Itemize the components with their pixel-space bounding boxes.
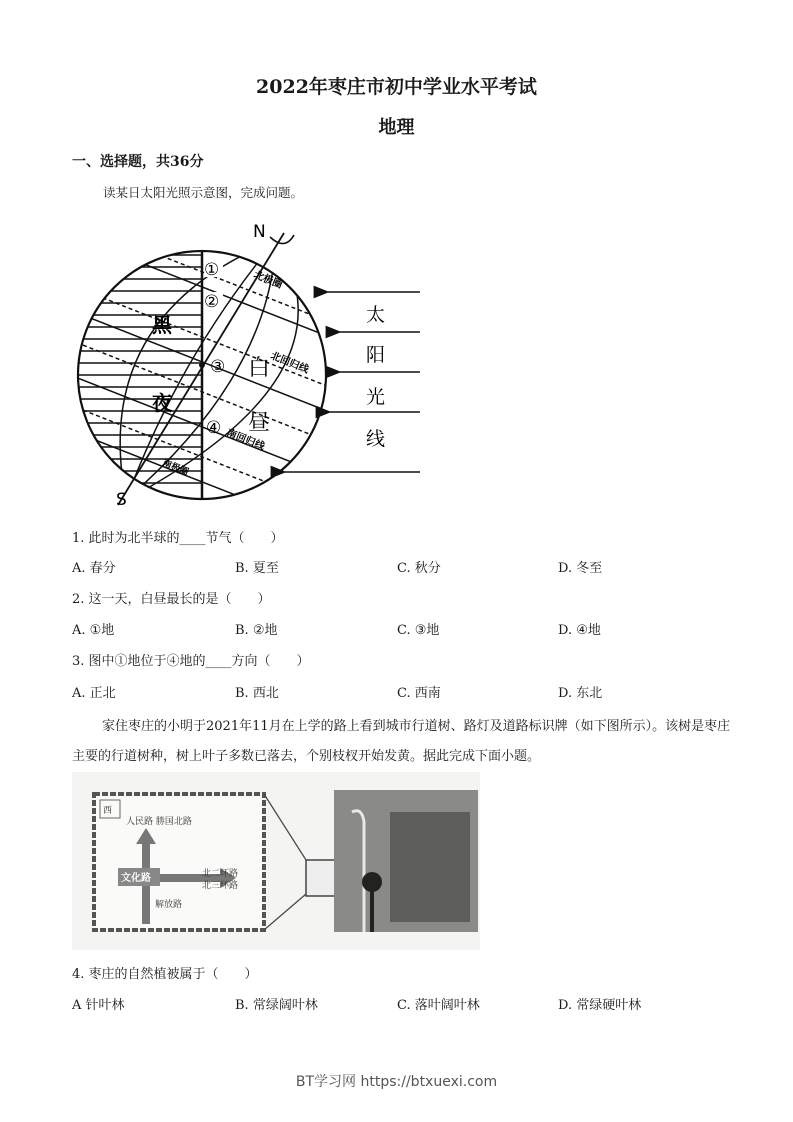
road-sign-photo bbox=[72, 772, 480, 950]
arctic-circle-label: 北极圈 bbox=[251, 269, 284, 292]
passage-text: 家住枣庄的小明于2021年11月在上学的路上看到城市行道树、路灯及道路标识牌（如下图所示）。该树是枣庄主要的行道树种，树上叶子多数已落去，个别枝杈开始发黄。据此完成下面小题。 bbox=[72, 719, 731, 764]
day-char-1: 白 bbox=[248, 356, 271, 381]
question-3-stem: 3. 图中①地位于④地的____方向（ ） bbox=[72, 654, 310, 669]
q2-option-c[interactable]: C. ③地 bbox=[397, 623, 440, 638]
q4-option-a[interactable]: A 针叶林 bbox=[72, 998, 125, 1013]
q1-option-c[interactable]: C. 秋分 bbox=[397, 561, 441, 576]
question-1-stem: 1. 此时为北半球的____节气（ ） bbox=[72, 531, 284, 546]
section-heading: 一、选择题，共36分 bbox=[72, 154, 204, 170]
q3-option-d[interactable]: D. 东北 bbox=[558, 686, 603, 701]
point-4: ④ bbox=[206, 418, 222, 438]
sunlight-diagram bbox=[70, 215, 440, 515]
sunlight-char-4: 线 bbox=[366, 428, 386, 450]
q1-option-d[interactable]: D. 冬至 bbox=[558, 561, 603, 576]
q3-option-c[interactable]: C. 西南 bbox=[397, 686, 441, 701]
night-char-1: 黑 bbox=[152, 313, 172, 337]
sunlight-char-3: 光 bbox=[366, 386, 386, 408]
q1-option-b[interactable]: B. 夏至 bbox=[235, 561, 279, 576]
q1-option-a[interactable]: A. 春分 bbox=[72, 561, 116, 576]
sunlight-char-1: 太 bbox=[366, 304, 386, 326]
point-1: ① bbox=[204, 260, 220, 280]
sign-south-road: 解放路 bbox=[155, 900, 183, 910]
point-3: ③ bbox=[210, 357, 226, 377]
south-label: S bbox=[116, 490, 127, 510]
footer-watermark: BT学习网 https://btxuexi.com bbox=[295, 1074, 498, 1090]
tropic-cancer-label: 北回归线 bbox=[268, 350, 311, 376]
intro-text: 读某日太阳光照示意图，完成问题。 bbox=[103, 185, 304, 200]
night-char-2: 夜 bbox=[152, 391, 172, 415]
q3-option-b[interactable]: B. 西北 bbox=[235, 686, 279, 701]
sign-corner-label: 西 bbox=[103, 806, 113, 816]
sign-north-road: 人民路 勝国北路 bbox=[126, 817, 192, 827]
sign-east-road-2: 北三环路 bbox=[202, 881, 239, 891]
q4-option-d[interactable]: D. 常绿硬叶林 bbox=[558, 998, 642, 1013]
antarctic-circle-label: 南极圈 bbox=[160, 458, 190, 478]
q2-option-a[interactable]: A. ①地 bbox=[72, 623, 115, 638]
q2-option-b[interactable]: B. ②地 bbox=[235, 623, 278, 638]
question-4-stem: 4. 枣庄的自然植被属于（ ） bbox=[72, 967, 258, 982]
sunlight-char-2: 阳 bbox=[366, 344, 386, 366]
q3-option-a[interactable]: A. 正北 bbox=[72, 686, 116, 701]
q4-option-c[interactable]: C. 落叶阔叶林 bbox=[397, 998, 480, 1013]
sign-center-road: 文化路 bbox=[121, 873, 151, 884]
q2-option-d[interactable]: D. ④地 bbox=[558, 623, 601, 638]
north-label: N bbox=[253, 222, 266, 242]
q4-option-b[interactable]: B. 常绿阔叶林 bbox=[235, 998, 318, 1013]
day-char-2: 昼 bbox=[248, 411, 271, 436]
tropic-capricorn-label: 南回归线 bbox=[224, 427, 267, 453]
sign-east-road-1: 北二环路 bbox=[202, 869, 239, 879]
question-2-stem: 2. 这一天，白昼最长的是（ ） bbox=[72, 592, 271, 607]
exam-title: 2022年枣庄市初中学业水平考试 bbox=[256, 76, 537, 98]
point-2: ② bbox=[204, 292, 220, 312]
subject-title: 地理 bbox=[378, 117, 415, 138]
